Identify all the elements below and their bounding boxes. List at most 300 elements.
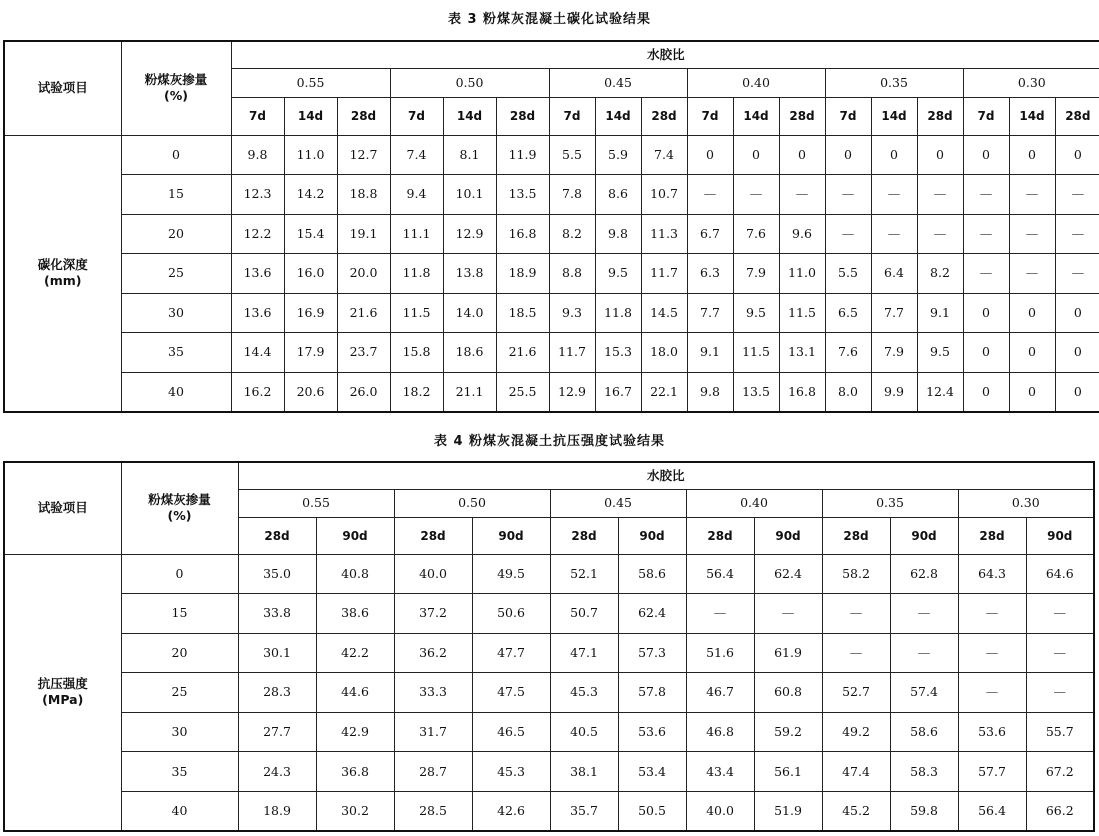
- value-cell: —: [822, 633, 890, 673]
- value-cell: 9.8: [595, 214, 641, 254]
- table4-caption: 表 4 粉煤灰混凝土抗压强度试验结果: [433, 434, 666, 449]
- value-cell: 52.7: [822, 673, 890, 713]
- ratio-header: 0.30: [958, 489, 1094, 517]
- value-cell: 9.1: [917, 293, 963, 333]
- value-cell: 55.7: [1026, 712, 1094, 752]
- value-cell: —: [686, 594, 754, 634]
- value-cell: 0: [1055, 333, 1099, 373]
- ratio-header: 0.45: [549, 68, 687, 97]
- value-cell: 58.6: [890, 712, 958, 752]
- age-header: 28d: [550, 517, 618, 554]
- value-cell: 45.2: [822, 791, 890, 831]
- value-cell: 16.0: [284, 254, 337, 294]
- ratio-header: 0.55: [231, 68, 390, 97]
- value-cell: 12.3: [231, 175, 284, 215]
- value-cell: 7.7: [871, 293, 917, 333]
- age-header: 14d: [595, 97, 641, 135]
- value-cell: 57.3: [618, 633, 686, 673]
- value-cell: 0: [825, 135, 871, 175]
- fa-dosage-cell: 35: [121, 333, 231, 373]
- value-cell: 22.1: [641, 372, 687, 412]
- age-header: 7d: [231, 97, 284, 135]
- table-row: [4, 791, 1094, 831]
- fa-header-line1: 粉煤灰掺量: [148, 492, 211, 508]
- value-cell: 9.4: [390, 175, 443, 215]
- fa-dosage-cell: 20: [121, 214, 231, 254]
- value-cell: —: [917, 214, 963, 254]
- value-cell: 35.0: [238, 554, 316, 594]
- value-cell: 44.6: [316, 673, 394, 713]
- age-header: 7d: [549, 97, 595, 135]
- value-cell: 0: [1009, 372, 1055, 412]
- value-cell: 42.2: [316, 633, 394, 673]
- value-cell: 19.1: [337, 214, 390, 254]
- value-cell: 8.8: [549, 254, 595, 294]
- value-cell: 33.8: [238, 594, 316, 634]
- age-header: 28d: [337, 97, 390, 135]
- row-label-line1: 抗压强度: [37, 676, 88, 692]
- value-cell: 67.2: [1026, 752, 1094, 792]
- value-cell: 10.1: [443, 175, 496, 215]
- age-header: 90d: [472, 517, 550, 554]
- fa-dosage-cell: 35: [121, 752, 238, 792]
- value-cell: 11.5: [779, 293, 825, 333]
- group-header-wb-ratio: 水胶比: [238, 462, 1094, 489]
- value-cell: 61.9: [754, 633, 822, 673]
- value-cell: 20.6: [284, 372, 337, 412]
- value-cell: 36.2: [394, 633, 472, 673]
- fa-dosage-cell: 15: [121, 175, 231, 215]
- table-row: [4, 554, 1094, 594]
- value-cell: 10.7: [641, 175, 687, 215]
- column-header-item: 试验项目: [4, 462, 121, 554]
- value-cell: 36.8: [316, 752, 394, 792]
- value-cell: 12.9: [549, 372, 595, 412]
- value-cell: 53.6: [618, 712, 686, 752]
- table-row: [4, 633, 1094, 673]
- table3-caption: 表 3 粉煤灰混凝土碳化试验结果: [447, 12, 652, 27]
- fa-dosage-cell: 0: [121, 554, 238, 594]
- value-cell: 30.2: [316, 791, 394, 831]
- row-group-label: [4, 554, 121, 831]
- value-cell: 50.5: [618, 791, 686, 831]
- age-header: 90d: [890, 517, 958, 554]
- value-cell: 0: [963, 372, 1009, 412]
- value-cell: 13.5: [733, 372, 779, 412]
- value-cell: 9.5: [595, 254, 641, 294]
- fa-dosage-cell: 30: [121, 712, 238, 752]
- ratio-header: 0.55: [238, 489, 394, 517]
- value-cell: —: [871, 175, 917, 215]
- value-cell: 57.4: [890, 673, 958, 713]
- age-header: 7d: [390, 97, 443, 135]
- value-cell: 9.1: [687, 333, 733, 373]
- value-cell: 26.0: [337, 372, 390, 412]
- value-cell: 49.5: [472, 554, 550, 594]
- value-cell: —: [1055, 214, 1099, 254]
- table-row: [4, 214, 1099, 254]
- value-cell: 60.8: [754, 673, 822, 713]
- row-label-line1: 碳化深度: [37, 257, 88, 272]
- value-cell: —: [1009, 175, 1055, 215]
- value-cell: 21.1: [443, 372, 496, 412]
- value-cell: 7.9: [733, 254, 779, 294]
- value-cell: 40.0: [394, 554, 472, 594]
- ratio-header: 0.30: [963, 68, 1099, 97]
- value-cell: —: [1026, 633, 1094, 673]
- value-cell: 30.1: [238, 633, 316, 673]
- value-cell: 46.5: [472, 712, 550, 752]
- value-cell: 31.7: [394, 712, 472, 752]
- value-cell: 0: [963, 293, 1009, 333]
- value-cell: 9.5: [917, 333, 963, 373]
- age-header: 14d: [1009, 97, 1055, 135]
- value-cell: 8.6: [595, 175, 641, 215]
- value-cell: 28.5: [394, 791, 472, 831]
- value-cell: 7.4: [390, 135, 443, 175]
- age-header: 28d: [686, 517, 754, 554]
- value-cell: —: [825, 214, 871, 254]
- value-cell: —: [1009, 254, 1055, 294]
- row-label-line2: (mm): [44, 273, 82, 288]
- fa-header-line1: 粉煤灰掺量: [144, 72, 208, 88]
- value-cell: 43.4: [686, 752, 754, 792]
- value-cell: 7.6: [733, 214, 779, 254]
- ratio-header: 0.40: [686, 489, 822, 517]
- age-header: 90d: [618, 517, 686, 554]
- ratio-header: 0.40: [687, 68, 825, 97]
- value-cell: 53.4: [618, 752, 686, 792]
- value-cell: —: [1009, 214, 1055, 254]
- value-cell: —: [1055, 254, 1099, 294]
- value-cell: 49.2: [822, 712, 890, 752]
- age-header: 90d: [1026, 517, 1094, 554]
- value-cell: 45.3: [472, 752, 550, 792]
- value-cell: 7.8: [549, 175, 595, 215]
- value-cell: 13.6: [231, 293, 284, 333]
- value-cell: 8.1: [443, 135, 496, 175]
- age-header: 28d: [1055, 97, 1099, 135]
- fa-dosage-cell: 20: [121, 633, 238, 673]
- value-cell: 59.2: [754, 712, 822, 752]
- value-cell: —: [687, 175, 733, 215]
- value-cell: —: [963, 254, 1009, 294]
- value-cell: —: [754, 594, 822, 634]
- value-cell: 35.7: [550, 791, 618, 831]
- value-cell: 11.0: [779, 254, 825, 294]
- ratio-header: 0.45: [550, 489, 686, 517]
- value-cell: 7.4: [641, 135, 687, 175]
- value-cell: 37.2: [394, 594, 472, 634]
- value-cell: 20.0: [337, 254, 390, 294]
- value-cell: 59.8: [890, 791, 958, 831]
- value-cell: —: [963, 175, 1009, 215]
- ratio-header: 0.50: [390, 68, 549, 97]
- value-cell: 9.3: [549, 293, 595, 333]
- value-cell: —: [958, 633, 1026, 673]
- column-header-fa: [121, 41, 231, 135]
- value-cell: 18.6: [443, 333, 496, 373]
- value-cell: 13.5: [496, 175, 549, 215]
- value-cell: 62.8: [890, 554, 958, 594]
- value-cell: 66.2: [1026, 791, 1094, 831]
- value-cell: 42.9: [316, 712, 394, 752]
- fa-dosage-cell: 40: [121, 791, 238, 831]
- value-cell: 11.8: [595, 293, 641, 333]
- value-cell: —: [779, 175, 825, 215]
- value-cell: 33.3: [394, 673, 472, 713]
- value-cell: 42.6: [472, 791, 550, 831]
- value-cell: —: [958, 673, 1026, 713]
- value-cell: —: [1055, 175, 1099, 215]
- value-cell: 11.7: [549, 333, 595, 373]
- value-cell: 40.0: [686, 791, 754, 831]
- fa-dosage-cell: 30: [121, 293, 231, 333]
- column-header-fa: [121, 462, 238, 554]
- value-cell: 16.7: [595, 372, 641, 412]
- value-cell: 11.9: [496, 135, 549, 175]
- age-header: 28d: [394, 517, 472, 554]
- value-cell: —: [1026, 673, 1094, 713]
- value-cell: 16.8: [496, 214, 549, 254]
- value-cell: 11.8: [390, 254, 443, 294]
- age-header: 14d: [443, 97, 496, 135]
- value-cell: 23.7: [337, 333, 390, 373]
- value-cell: 11.0: [284, 135, 337, 175]
- fa-dosage-cell: 40: [121, 372, 231, 412]
- value-cell: 5.5: [825, 254, 871, 294]
- value-cell: 56.4: [958, 791, 1026, 831]
- column-header-item: 试验项目: [4, 41, 121, 135]
- value-cell: 0: [1055, 293, 1099, 333]
- value-cell: 9.6: [779, 214, 825, 254]
- value-cell: 0: [1009, 135, 1055, 175]
- value-cell: 0: [1009, 333, 1055, 373]
- group-header-wb-ratio: 水胶比: [231, 41, 1099, 68]
- table-row: [4, 333, 1099, 373]
- value-cell: 47.4: [822, 752, 890, 792]
- value-cell: 47.5: [472, 673, 550, 713]
- value-cell: 14.4: [231, 333, 284, 373]
- value-cell: 0: [733, 135, 779, 175]
- table-row: [4, 293, 1099, 333]
- age-header: 7d: [963, 97, 1009, 135]
- value-cell: —: [890, 594, 958, 634]
- value-cell: 24.3: [238, 752, 316, 792]
- value-cell: 0: [779, 135, 825, 175]
- value-cell: —: [822, 594, 890, 634]
- value-cell: —: [1026, 594, 1094, 634]
- value-cell: 51.9: [754, 791, 822, 831]
- table-row: [4, 752, 1094, 792]
- age-header: 28d: [779, 97, 825, 135]
- age-header: 90d: [316, 517, 394, 554]
- value-cell: —: [890, 633, 958, 673]
- age-header: 28d: [917, 97, 963, 135]
- value-cell: 15.4: [284, 214, 337, 254]
- value-cell: 56.1: [754, 752, 822, 792]
- fa-dosage-cell: 25: [121, 673, 238, 713]
- value-cell: 40.5: [550, 712, 618, 752]
- value-cell: 16.8: [779, 372, 825, 412]
- value-cell: 18.8: [337, 175, 390, 215]
- value-cell: 18.5: [496, 293, 549, 333]
- value-cell: 13.8: [443, 254, 496, 294]
- value-cell: 47.7: [472, 633, 550, 673]
- value-cell: 47.1: [550, 633, 618, 673]
- table-row: [4, 135, 1099, 175]
- compressive-strength-table: [3, 461, 1095, 832]
- fa-dosage-cell: 25: [121, 254, 231, 294]
- value-cell: —: [963, 214, 1009, 254]
- value-cell: 8.0: [825, 372, 871, 412]
- value-cell: 50.7: [550, 594, 618, 634]
- value-cell: 40.8: [316, 554, 394, 594]
- age-header: 14d: [733, 97, 779, 135]
- value-cell: 9.8: [231, 135, 284, 175]
- value-cell: 18.2: [390, 372, 443, 412]
- value-cell: 45.3: [550, 673, 618, 713]
- age-header: 14d: [871, 97, 917, 135]
- value-cell: —: [871, 214, 917, 254]
- value-cell: —: [825, 175, 871, 215]
- age-header: 28d: [641, 97, 687, 135]
- value-cell: 21.6: [496, 333, 549, 373]
- value-cell: —: [733, 175, 779, 215]
- value-cell: 15.8: [390, 333, 443, 373]
- value-cell: 5.5: [549, 135, 595, 175]
- value-cell: 18.0: [641, 333, 687, 373]
- table-row: [4, 372, 1099, 412]
- value-cell: 17.9: [284, 333, 337, 373]
- value-cell: 12.9: [443, 214, 496, 254]
- value-cell: 9.5: [733, 293, 779, 333]
- value-cell: 16.2: [231, 372, 284, 412]
- value-cell: 28.3: [238, 673, 316, 713]
- value-cell: 25.5: [496, 372, 549, 412]
- value-cell: 62.4: [754, 554, 822, 594]
- value-cell: 50.6: [472, 594, 550, 634]
- value-cell: 12.7: [337, 135, 390, 175]
- value-cell: 28.7: [394, 752, 472, 792]
- value-cell: 8.2: [549, 214, 595, 254]
- ratio-header: 0.35: [822, 489, 958, 517]
- value-cell: 6.7: [687, 214, 733, 254]
- value-cell: 62.4: [618, 594, 686, 634]
- row-group-label: [4, 135, 121, 412]
- value-cell: 64.3: [958, 554, 1026, 594]
- row-label-line2: (MPa): [42, 692, 84, 708]
- fa-header-line2: (%): [164, 88, 188, 104]
- carbonation-table: [3, 40, 1099, 413]
- table-row: [4, 673, 1094, 713]
- value-cell: 9.8: [687, 372, 733, 412]
- fa-dosage-cell: 15: [121, 594, 238, 634]
- value-cell: 56.4: [686, 554, 754, 594]
- value-cell: 46.7: [686, 673, 754, 713]
- value-cell: 16.9: [284, 293, 337, 333]
- value-cell: 53.6: [958, 712, 1026, 752]
- age-header: 28d: [958, 517, 1026, 554]
- value-cell: 7.6: [825, 333, 871, 373]
- table-row: [4, 175, 1099, 215]
- value-cell: 11.1: [390, 214, 443, 254]
- table-row: [4, 254, 1099, 294]
- table-row: [4, 594, 1094, 634]
- fa-dosage-cell: 0: [121, 135, 231, 175]
- value-cell: 51.6: [686, 633, 754, 673]
- value-cell: 52.1: [550, 554, 618, 594]
- age-header: 28d: [496, 97, 549, 135]
- value-cell: 12.2: [231, 214, 284, 254]
- value-cell: 0: [1055, 135, 1099, 175]
- value-cell: 0: [963, 333, 1009, 373]
- value-cell: 11.5: [390, 293, 443, 333]
- value-cell: 8.2: [917, 254, 963, 294]
- value-cell: 21.6: [337, 293, 390, 333]
- value-cell: 15.3: [595, 333, 641, 373]
- value-cell: 57.7: [958, 752, 1026, 792]
- value-cell: 18.9: [238, 791, 316, 831]
- age-header: 90d: [754, 517, 822, 554]
- value-cell: 14.0: [443, 293, 496, 333]
- value-cell: 64.6: [1026, 554, 1094, 594]
- value-cell: 18.9: [496, 254, 549, 294]
- value-cell: 11.7: [641, 254, 687, 294]
- value-cell: 27.7: [238, 712, 316, 752]
- ratio-header: 0.50: [394, 489, 550, 517]
- value-cell: 14.5: [641, 293, 687, 333]
- value-cell: 38.6: [316, 594, 394, 634]
- value-cell: 11.3: [641, 214, 687, 254]
- age-header: 28d: [822, 517, 890, 554]
- age-header: 14d: [284, 97, 337, 135]
- value-cell: 11.5: [733, 333, 779, 373]
- value-cell: 58.6: [618, 554, 686, 594]
- value-cell: 0: [1009, 293, 1055, 333]
- ratio-header: 0.35: [825, 68, 963, 97]
- fa-header-line2: (%): [167, 508, 192, 524]
- value-cell: 12.4: [917, 372, 963, 412]
- value-cell: 0: [687, 135, 733, 175]
- value-cell: 0: [1055, 372, 1099, 412]
- value-cell: 9.9: [871, 372, 917, 412]
- value-cell: —: [917, 175, 963, 215]
- value-cell: 7.9: [871, 333, 917, 373]
- value-cell: 0: [917, 135, 963, 175]
- value-cell: 5.9: [595, 135, 641, 175]
- age-header: 7d: [825, 97, 871, 135]
- value-cell: 13.6: [231, 254, 284, 294]
- value-cell: 38.1: [550, 752, 618, 792]
- age-header: 28d: [238, 517, 316, 554]
- age-header: 7d: [687, 97, 733, 135]
- table-row: [4, 712, 1094, 752]
- value-cell: 57.8: [618, 673, 686, 713]
- value-cell: 58.3: [890, 752, 958, 792]
- value-cell: 13.1: [779, 333, 825, 373]
- value-cell: 14.2: [284, 175, 337, 215]
- value-cell: 0: [963, 135, 1009, 175]
- value-cell: 46.8: [686, 712, 754, 752]
- value-cell: 0: [871, 135, 917, 175]
- value-cell: 7.7: [687, 293, 733, 333]
- value-cell: 6.4: [871, 254, 917, 294]
- value-cell: 6.5: [825, 293, 871, 333]
- value-cell: —: [958, 594, 1026, 634]
- value-cell: 58.2: [822, 554, 890, 594]
- value-cell: 6.3: [687, 254, 733, 294]
